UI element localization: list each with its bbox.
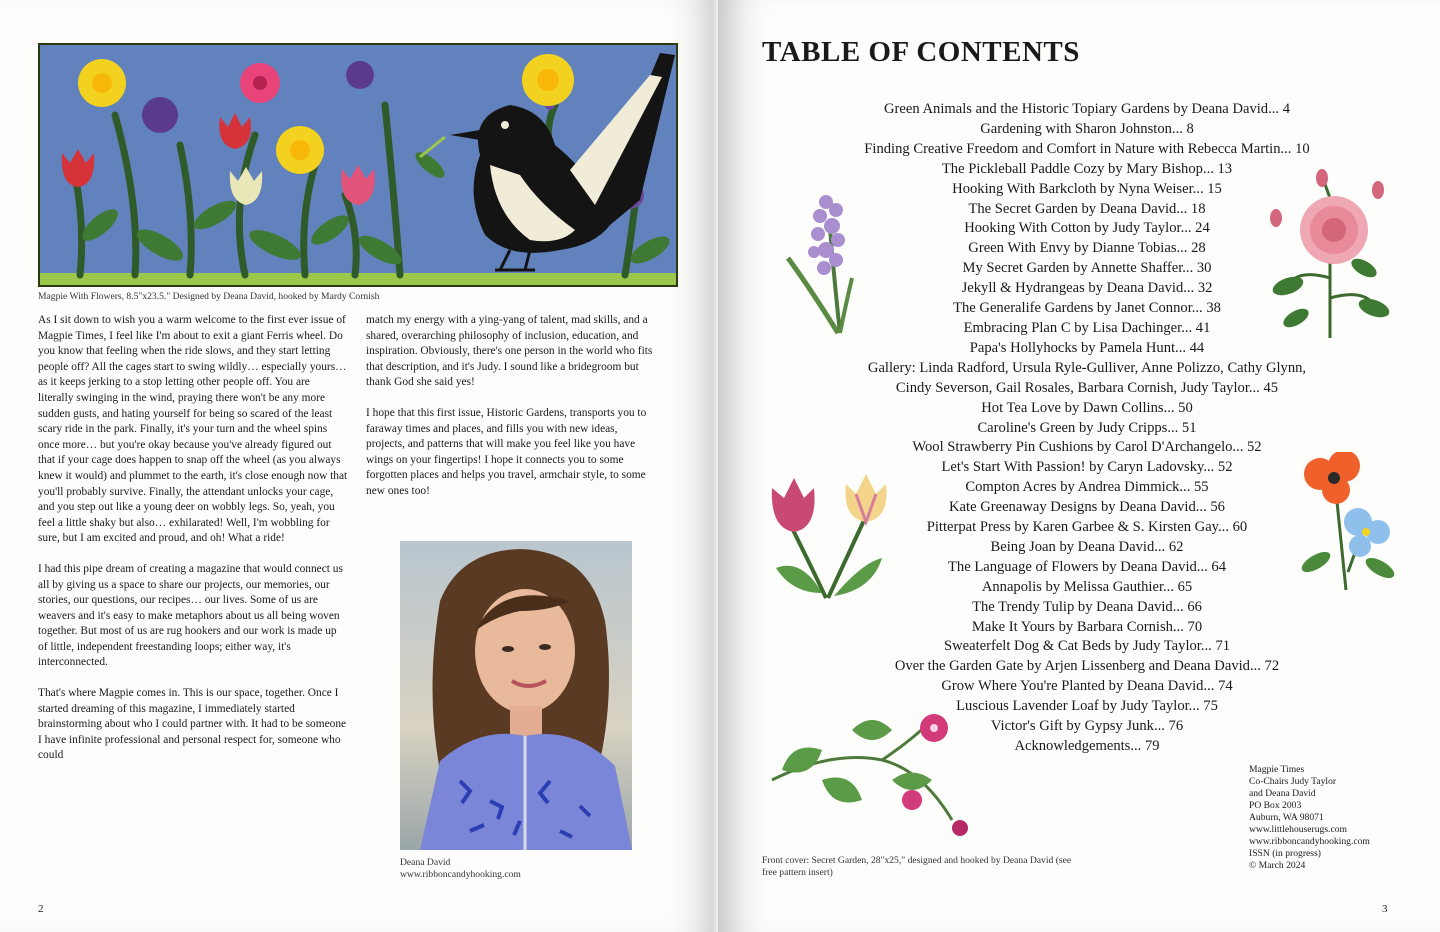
- toc-entry: The Language of Flowers by Deana David... 64: [947, 558, 1226, 575]
- page-title: TABLE OF CONTENTS: [762, 36, 1080, 68]
- masthead-line: www.littlehouserugs.com: [1249, 824, 1347, 835]
- tulip-illustration: [762, 468, 898, 600]
- author-portrait: [400, 541, 632, 850]
- toc-entry: Gardening with Sharon Johnston... 8: [980, 120, 1194, 137]
- morning-glory-illustration: [762, 710, 984, 848]
- portrait-url: www.ribboncandyhooking.com: [400, 868, 521, 880]
- toc-entry: Acknowledgements... 79: [1014, 738, 1160, 754]
- toc-entry: Over the Garden Gate by Arjen Lissenberg and Deana David... 72: [894, 658, 1280, 675]
- masthead-line: www.ribboncandyhooking.com: [1249, 836, 1370, 847]
- portrait-name: Deana David: [400, 857, 451, 868]
- toc-entry: Sweaterfelt Dog & Cat Beds by Judy Taylor... 71: [943, 638, 1231, 655]
- portrait-caption: [400, 857, 521, 880]
- toc-entry: Gallery: Linda Radford, Ursula Ryle-Gulliver, Anne Polizzo, Cathy Glynn,: [867, 359, 1307, 376]
- hyacinth-illustration: [780, 188, 858, 336]
- toc-entry: Hot Tea Love by Dawn Collins... 50: [981, 399, 1193, 416]
- masthead-line: Magpie Times: [1249, 764, 1305, 775]
- masthead-line: Co-Chairs Judy Taylor: [1249, 776, 1337, 787]
- toc-entry: Pitterpat Press by Karen Garbee & S. Kirsten Gay... 60: [926, 519, 1248, 536]
- toc-entry: Kate Greenaway Designs by Deana David... 56: [949, 499, 1225, 516]
- toc-entry: Annapolis by Melissa Gauthier... 65: [981, 578, 1193, 595]
- rug-caption: Magpie With Flowers, 8.5"x23.5." Designed by Deana David, hooked by Mardy Cornish: [38, 291, 380, 302]
- toc-entry: The Secret Garden by Deana David... 18: [968, 200, 1206, 217]
- masthead-line: Auburn, WA 98071: [1249, 812, 1324, 823]
- toc-entry: Finding Creative Freedom and Comfort in Nature with Rebecca Martin... 10: [864, 140, 1310, 157]
- toc-entry: Grow Where You're Planted by Deana David... 74: [941, 678, 1233, 695]
- toc-entry: Luscious Lavender Loaf by Judy Taylor... 75: [956, 698, 1218, 715]
- toc-entry: Green With Envy by Dianne Tobias... 28: [968, 240, 1206, 257]
- toc-entry: Victor's Gift by Gypsy Junk... 76: [990, 718, 1184, 735]
- toc-entry: Compton Acres by Andrea Dimmick... 55: [965, 479, 1209, 496]
- letter-paragraph: match my energy with a ying-yang of talent, mad skills, and a shared, overarching philosophy of inclusion, education, and inspiration. Obviously, there's one person in the world who fits that description, and it's Judy. I sound like a bridegroom but thank God she said yes!: [366, 314, 653, 389]
- masthead-line: PO Box 2003: [1249, 800, 1302, 811]
- letter-paragraph: That's where Magpie comes in. This is our space, together. Once I started dreaming of this magazine, I immediately started brainstorming about who I could partner with. It had to be someone I have infinite professional and personal respect for, someone who could: [38, 687, 347, 762]
- right-page: [718, 0, 1440, 932]
- toc-entry: The Generalife Gardens by Janet Connor... 38: [953, 300, 1221, 317]
- toc-entry: The Pickleball Paddle Cozy by Mary Bishop... 13: [941, 160, 1233, 177]
- toc-entry: Green Animals and the Historic Topiary Gardens by Deana David... 4: [883, 101, 1290, 117]
- toc-entry: Let's Start With Passion! by Caryn Ladovsky... 52: [941, 459, 1233, 476]
- magpie-rug-artwork: [38, 43, 678, 287]
- toc-entry: Caroline's Green by Judy Cripps... 51: [977, 419, 1197, 436]
- toc-entry: Hooking With Cotton by Judy Taylor... 24: [964, 220, 1210, 237]
- letter-paragraph: I hope that this first issue, Historic Gardens, transports you to faraway times and places, and fills you with new ideas, projects, and patterns that will make you feel like you have wings on your fingertips! I hope it connects you to some forgotten places and helps you travel, armchair style, to some new ones too!: [366, 406, 647, 497]
- toc-entry: My Secret Garden by Annette Shaffer... 30: [962, 260, 1212, 277]
- toc-entry: Hooking With Barkcloth by Nyna Weiser... 15: [952, 180, 1222, 197]
- toc-entry: Wool Strawberry Pin Cushions by Carol D'Archangelo... 52: [912, 439, 1262, 456]
- toc-entry: Cindy Severson, Gail Rosales, Barbara Cornish, Judy Taylor... 45: [895, 379, 1279, 396]
- letter-paragraph: As I sit down to wish you a warm welcome to the first ever issue of Magpie Times, I feel like I'm about to exit a giant Ferris wheel. Do you know that feeling when the ride slows, and they start letting people off? All the cages start to swing wildly… especially yours… as it keeps jerking to a stop letting other people off. You are literally swinging in the wind, praying there won't be any more sudden gusts, and hating yourself for being so scared of the least scary ride in the park. Finally, it's your turn and the wheel spins once more… but you're okay because you've already figured out that if your cage does happen to snap off the wheel (as you always knew it would) and plummet to the earth, it's close enough now that you'll probably survive. Finally, the attendant unlocks your cage, and you step out like a young deer on wobbly legs. So, yeah, you feel a little shaky but also… exhilarated! Well, I'm wobbling for sure, but I am excited and proud, and oh! What a ride!: [38, 314, 348, 545]
- letter-column-1: [38, 313, 348, 779]
- masthead-line: ISSN (in progress): [1249, 848, 1321, 859]
- page-number: 2: [38, 903, 44, 915]
- masthead-line: and Deana David: [1249, 788, 1316, 799]
- left-page: [0, 0, 718, 932]
- rose-illustration: [1266, 168, 1394, 338]
- toc-entry: Embracing Plan C by Lisa Dachinger... 41: [963, 319, 1211, 336]
- front-cover-caption: Front cover: Secret Garden, 28"x25," designed and hooked by Deana David (see free pattern insert): [762, 855, 1072, 878]
- toc-entry: The Trendy Tulip by Deana David... 66: [972, 598, 1202, 615]
- poppy-illustration: [1296, 452, 1398, 590]
- toc-entry: Being Joan by Deana David... 62: [990, 538, 1184, 555]
- toc-entry: Jekyll & Hydrangeas by Deana David... 32: [961, 280, 1213, 297]
- letter-paragraph: I had this pipe dream of creating a magazine that would connect us all by giving us a space to share our projects, our memories, our stories, our questions, our recipes… our lives. Some of us are weavers and it's easy to make metaphors about us all being woven together. But most of us are rug hookers and our work is made up of little, independent freestanding loops; either way, it's interconnected.: [38, 562, 343, 669]
- masthead-line: © March 2024: [1249, 860, 1306, 871]
- toc-entry: Papa's Hollyhocks by Pamela Hunt... 44: [969, 339, 1205, 356]
- letter-column-2: [366, 313, 656, 515]
- masthead: [1249, 764, 1370, 872]
- toc-entry: Make It Yours by Barbara Cornish... 70: [971, 618, 1203, 635]
- page-number: 3: [1382, 903, 1388, 915]
